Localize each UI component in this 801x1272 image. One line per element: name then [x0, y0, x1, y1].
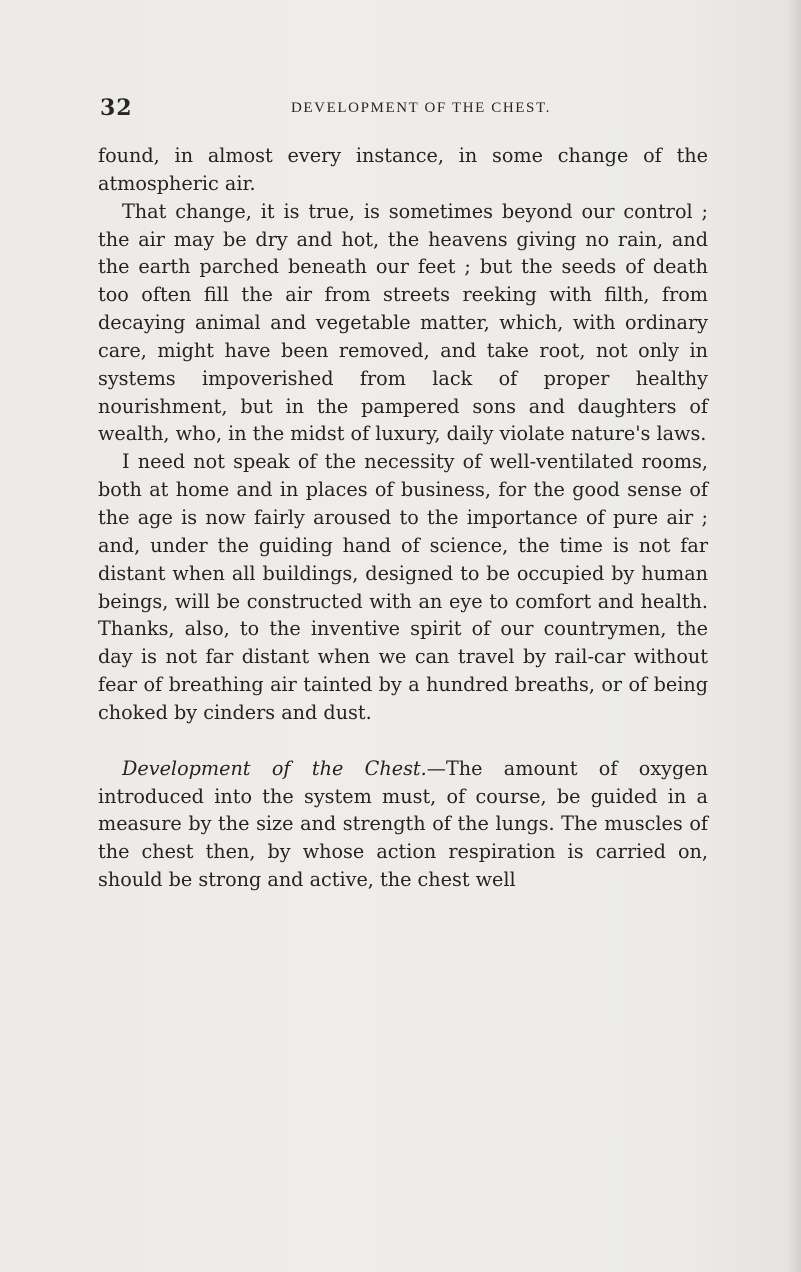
paragraph-development-text: —The amount of oxygen introduced into the system must, of course, be guided in a measure by the size and strength of the lungs. The muscles of the chest then, by whose action respiration is carried on, should be strong and active, the chest well [98, 756, 709, 892]
paragraph-development-of-chest [98, 755, 708, 894]
page-number: 32 [100, 95, 133, 121]
body-text [98, 142, 708, 894]
paragraph-continuation: found, in almost every instance, in some change of the atmospheric air. [98, 144, 708, 195]
section-heading: Development of the Chest. [122, 756, 427, 780]
paragraph-ventilation: I need not speak of the necessity of well-ventilated rooms, both at home and in places of business, for the good sense of the age is now fairly aroused to the importance of pure air ; and, under the guiding hand of science, the time is not far distant when all buildings, designed to be occupied by human beings, will be constructed with an eye to comfort and health. Thanks, also, to the inventive spirit of our countrymen, the day is not far distant when we can travel by rail-car without fear of breathing air tainted by a hundred breaths, or of being choked by cinders and dust. [98, 450, 708, 724]
paragraph-air-change: That change, it is true, is sometimes beyond our control ; the air may be dry and hot, the heavens giving no rain, and the earth parched beneath our feet ; but the seeds of death too often fill the air from streets reeking with filth, from decaying animal and vegetable matter, which, with ordinary care, might have been removed, and take root, not only in systems impoverished from lack of proper healthy nourishment, but in the pampered sons and daughters of wealth, who, in the midst of luxury, daily violate nature's laws. [98, 199, 708, 446]
page-edge-shadow [787, 0, 801, 1272]
running-head [100, 95, 722, 125]
running-title: DEVELOPMENT OF THE CHEST. [290, 100, 551, 116]
